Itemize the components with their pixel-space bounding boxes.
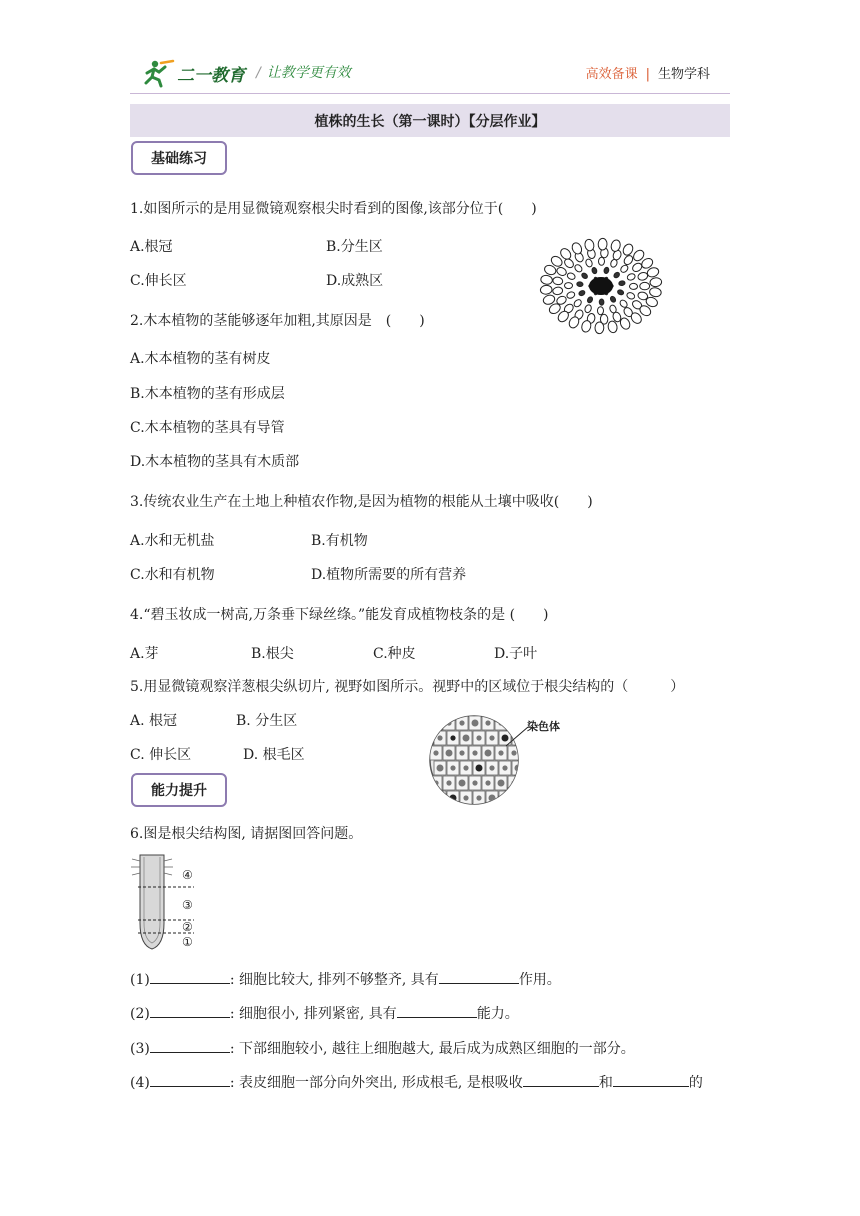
root-cell-shape	[598, 257, 604, 265]
q2-option-b: B.木本植物的茎有形成层	[130, 386, 285, 402]
q6-line-4: (4) : 表皮细胞一部分向外突出, 形成根毛, 是根吸收 和 的	[130, 1075, 703, 1091]
field-nucleus-shape	[485, 780, 490, 785]
q4-option-b: B.根尖	[251, 646, 294, 662]
field-cell-shape	[499, 791, 511, 805]
field-nucleus-shape	[463, 795, 468, 800]
root-cell-shape	[566, 291, 576, 300]
root-cell-shape	[586, 296, 593, 304]
root-cell-shape	[573, 298, 583, 308]
q6-stem: 6.图是根尖结构图, 请据图回答问题。	[130, 826, 363, 842]
header-subject	[586, 63, 710, 82]
field-nucleus-shape	[450, 735, 455, 740]
field-cell-shape	[495, 716, 507, 730]
root-cell-shape	[598, 238, 607, 250]
root-cell-shape	[626, 273, 636, 282]
root-cell-shape	[540, 275, 553, 286]
chromosome-label: 染色体	[527, 720, 560, 733]
q1-figure-root-cells	[535, 232, 670, 337]
field-nucleus-shape	[511, 720, 518, 727]
header-tag-prep: 高效备课	[585, 67, 638, 82]
root-cell-shape	[595, 322, 604, 334]
answer-blank[interactable]	[150, 1074, 230, 1087]
root-core-shape	[589, 277, 613, 295]
field-cell-shape	[508, 776, 520, 790]
answer-blank[interactable]	[439, 971, 519, 984]
root-cell-shape	[585, 258, 594, 268]
root-zone-label-2: ②	[182, 920, 193, 934]
q1-option-d: D.成熟区	[326, 273, 384, 289]
root-cell-shape	[581, 272, 589, 279]
root-cell-shape	[609, 295, 616, 303]
root-cell-shape	[619, 264, 629, 274]
root-cell-shape	[626, 291, 636, 300]
root-cell-shape	[621, 242, 634, 256]
q5-option-b: B. 分生区	[236, 713, 298, 729]
q6-line-2: (2) : 细胞很小, 排列紧密, 具有 能力。	[130, 1006, 519, 1022]
root-cell-shape	[613, 271, 621, 279]
q1-stem: 1.如图所示的是用显微镜观察根尖时看到的图像,该部分位于( )	[130, 201, 537, 217]
field-nucleus-shape	[433, 750, 438, 755]
root-cell-shape	[552, 276, 563, 285]
root-cell-shape	[618, 280, 625, 286]
q1-option-c: C.伸长区	[130, 273, 187, 289]
field-nucleus-shape	[459, 720, 464, 725]
page-title: 植株的生长（第一课时）【分层作业】	[130, 104, 730, 137]
root-zone-label-3: ③	[182, 898, 193, 912]
root-cell-shape	[597, 307, 603, 315]
root-zone-label-1: ①	[182, 935, 193, 949]
q3-option-d: D.植物所需要的所有营养	[311, 567, 467, 583]
q5-option-a: A. 根冠	[130, 713, 178, 729]
q4-stem: 4.“碧玉妆成一树高,万条垂下绿丝绦。”能发育成植物枝条的是 ( )	[130, 607, 549, 623]
q3-option-c: C.水和有机物	[130, 567, 215, 583]
q6-line-1: (1) : 细胞比较大, 排列不够整齐, 具有 作用。	[130, 972, 561, 988]
header-slogan: / 让教学更有效	[256, 65, 351, 81]
q2-option-c: C.木本植物的茎具有导管	[130, 420, 285, 436]
section-basic: 基础练习	[131, 141, 227, 175]
field-cell-shape	[512, 791, 524, 805]
q6-line-3: (3) : 下部细胞较小, 越往上细胞越大, 最后成为成熟区细胞的一部分。	[130, 1041, 635, 1057]
field-cell-shape	[508, 716, 520, 730]
field-nucleus-shape	[450, 765, 455, 770]
q2-stem: 2.木本植物的茎能够逐年加粗,其原因是 ( )	[130, 313, 425, 329]
q2-option-d: D.木本植物的茎具有木质部	[130, 454, 300, 470]
q2-option-a: A.木本植物的茎有树皮	[130, 351, 271, 367]
field-nucleus-shape	[489, 735, 494, 740]
field-nucleus-shape	[463, 765, 468, 770]
q4-option-c: C.种皮	[373, 646, 416, 662]
field-nucleus-shape	[472, 780, 477, 785]
field-cell-shape	[512, 731, 524, 745]
answer-blank[interactable]	[150, 1040, 230, 1053]
field-nucleus-shape	[485, 720, 490, 725]
field-nucleus-shape	[511, 750, 516, 755]
q1-option-b: B.分生区	[326, 239, 383, 255]
root-cell-shape	[573, 263, 583, 273]
q6-figure-root-tip	[128, 853, 208, 953]
root-cell-shape	[649, 287, 662, 298]
field-nucleus-shape	[476, 795, 481, 800]
field-nucleus-shape	[476, 735, 481, 740]
field-nucleus-shape	[498, 780, 505, 787]
q3-stem: 3.传统农业生产在土地上种植农作物,是因为植物的根能从土壤中吸收( )	[130, 494, 593, 510]
root-cell-shape	[591, 267, 597, 274]
root-cell-shape	[622, 254, 634, 266]
field-nucleus-shape	[437, 795, 442, 800]
root-cell-shape	[556, 266, 568, 277]
field-nucleus-shape	[472, 750, 477, 755]
answer-blank[interactable]	[150, 971, 230, 984]
root-cell-shape	[640, 282, 650, 289]
root-cell-shape	[603, 267, 609, 274]
section-ability: 能力提升	[131, 773, 227, 807]
field-nucleus-shape	[502, 735, 509, 742]
field-nucleus-shape	[498, 750, 503, 755]
field-nucleus-shape	[459, 780, 466, 787]
field-cell-shape	[430, 716, 442, 730]
root-cell-shape	[599, 299, 604, 305]
root-cell-shape	[577, 282, 584, 287]
q3-option-b: B.有机物	[311, 533, 368, 549]
q5-option-c: C. 伸长区	[130, 747, 192, 763]
answer-blank[interactable]	[523, 1074, 599, 1087]
logo-text: 二一教育	[177, 66, 245, 86]
q3-option-a: A.水和无机盐	[130, 533, 215, 549]
field-nucleus-shape	[502, 765, 507, 770]
field-nucleus-shape	[476, 765, 483, 772]
header-divider-line	[130, 93, 730, 94]
q4-option-d: D.子叶	[494, 646, 538, 662]
q1-option-a: A.根冠	[130, 239, 173, 255]
root-cell-shape	[584, 304, 593, 314]
header-tag-subject: 生物学科	[657, 67, 710, 82]
root-zone-label-4: ④	[182, 868, 193, 882]
root-cell-shape	[566, 272, 576, 281]
root-cell-shape	[540, 285, 552, 295]
root-cell-shape	[617, 289, 625, 296]
answer-blank[interactable]	[613, 1074, 689, 1087]
header-divider: |	[645, 67, 650, 82]
root-cell-shape	[578, 290, 586, 297]
q5-stem: 5.用显微镜观察洋葱根尖纵切片, 视野如图所示。视野中的区域位于根尖结构的（ ）	[130, 679, 685, 695]
field-nucleus-shape	[459, 750, 464, 755]
q5-figure-microscope-field	[428, 712, 578, 808]
field-nucleus-shape	[433, 720, 440, 727]
field-nucleus-shape	[502, 795, 507, 800]
q5-option-d: D. 根毛区	[243, 747, 305, 763]
field-nucleus-shape	[437, 735, 442, 740]
q4-option-a: A.芽	[130, 646, 159, 662]
root-cell-shape	[564, 283, 572, 289]
root-cell-shape	[629, 283, 637, 289]
root-cell-shape	[552, 287, 563, 296]
answer-blank[interactable]	[150, 1005, 230, 1018]
root-cell-shape	[650, 277, 662, 287]
answer-blank[interactable]	[397, 1005, 477, 1018]
field-nucleus-shape	[472, 720, 479, 727]
root-cell-shape	[607, 320, 618, 333]
field-nucleus-shape	[515, 795, 520, 800]
field-nucleus-shape	[485, 750, 492, 757]
field-nucleus-shape	[446, 780, 451, 785]
field-nucleus-shape	[437, 765, 444, 772]
field-nucleus-shape	[446, 750, 453, 757]
field-nucleus-shape	[489, 765, 494, 770]
field-nucleus-shape	[463, 735, 470, 742]
runner-logo-icon	[146, 61, 173, 86]
brand-logo	[143, 57, 253, 89]
